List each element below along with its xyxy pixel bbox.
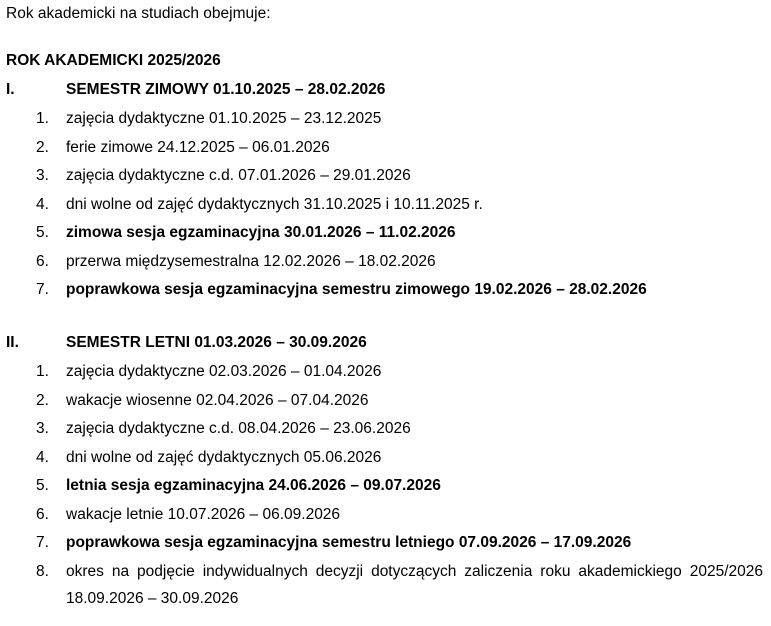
item-number: 4. [36, 195, 49, 213]
item-number: 2. [36, 391, 49, 409]
list-item [0, 109, 771, 138]
item-number: 3. [36, 167, 49, 184]
list-item [0, 280, 771, 309]
item-number: 2. [36, 138, 49, 156]
list-item [0, 138, 771, 167]
item-number: 8. [36, 562, 49, 580]
item-text: zajęcia dydaktyczne c.d. 08.04.2026 – 23.06.2026 [66, 420, 411, 437]
list-item [0, 448, 771, 477]
semester-2-list [0, 362, 771, 618]
item-number: 4. [36, 448, 49, 466]
item-text: poprawkowa sesja egzaminacyjna semestru zimowego 19.02.2026 – 28.02.2026 [66, 281, 647, 298]
item-number: 7. [36, 534, 49, 551]
semester-2-title: SEMESTR LETNI 01.03.2026 – 30.09.2026 [66, 334, 367, 351]
list-item [0, 195, 771, 224]
list-item [0, 252, 771, 281]
list-item [0, 505, 771, 534]
item-text: dni wolne od zajęć dydaktycznych 05.06.2026 [66, 448, 382, 466]
item-number: 6. [36, 505, 49, 523]
item-text: wakacje letnie 10.07.2026 – 06.09.2026 [66, 505, 341, 523]
semester-1-numeral: I. [6, 81, 15, 98]
list-item [0, 362, 771, 391]
item-text: przerwa międzysemestralna 12.02.2026 – 18.02.2026 [66, 252, 436, 270]
item-text: ferie zimowe 24.12.2025 – 06.01.2026 [66, 138, 330, 156]
list-item [0, 562, 771, 618]
item-text: zajęcia dydaktyczne 01.10.2025 – 23.12.2025 [66, 110, 382, 127]
item-number: 7. [36, 281, 49, 298]
item-text: letnia sesja egzaminacyjna 24.06.2026 – 09.07.2026 [66, 477, 441, 494]
item-text: poprawkowa sesja egzaminacyjna semestru letniego 07.09.2026 – 17.09.2026 [66, 534, 632, 551]
item-text: okres na podjęcie indywidualnych decyzji dotyczących zaliczenia roku akademickiego 2025/2026 18.09.2026 – 30.09.2026 [66, 562, 763, 607]
item-number: 1. [36, 110, 49, 127]
item-number: 6. [36, 252, 49, 270]
list-item [0, 391, 771, 420]
list-item [0, 476, 771, 505]
item-number: 5. [36, 477, 49, 494]
semester-1-title: SEMESTR ZIMOWY 01.10.2025 – 28.02.2026 [66, 81, 386, 98]
item-text: zajęcia dydaktyczne 02.03.2026 – 01.04.2026 [66, 363, 382, 380]
list-item [0, 223, 771, 252]
list-item [0, 166, 771, 195]
item-text: wakacje wiosenne 02.04.2026 – 07.04.2026 [66, 391, 369, 409]
semester-2-numeral: II. [6, 334, 19, 351]
semester-1-list [0, 109, 771, 309]
academic-year-title: ROK AKADEMICKI 2025/2026 [6, 52, 221, 69]
item-text: dni wolne od zajęć dydaktycznych 31.10.2025 i 10.11.2025 r. [66, 195, 483, 213]
intro-text: Rok akademicki na studiach obejmuje: [6, 5, 271, 22]
item-number: 1. [36, 363, 49, 380]
item-number: 3. [36, 420, 49, 437]
list-item [0, 419, 771, 448]
item-text: zajęcia dydaktyczne c.d. 07.01.2026 – 29.01.2026 [66, 167, 411, 184]
item-text: zimowa sesja egzaminacyjna 30.01.2026 – 11.02.2026 [66, 224, 456, 241]
item-number: 5. [36, 224, 49, 241]
